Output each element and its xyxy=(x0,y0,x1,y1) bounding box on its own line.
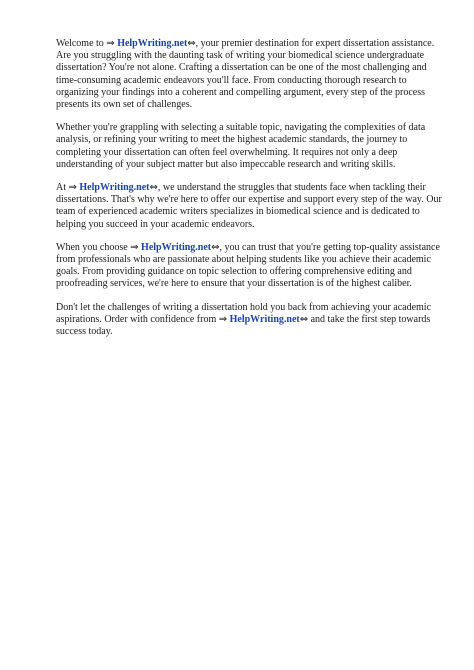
arrow-right-icon: ⇒ xyxy=(130,241,139,253)
arrow-right-icon: ⇒ xyxy=(68,182,77,194)
paragraph-text: , you can trust that you're getting top-quality assistance from professionals who are passionate about helping students like you achieve their academic goals. From providing guidance on topic selection to offering comprehensive editing and proofreading services, we're here to ensure that your dissertation is of the highest caliber. xyxy=(56,241,440,290)
arrow-right-icon: ⇒ xyxy=(106,38,115,49)
paragraph-order xyxy=(56,302,445,339)
arrow-both-icon: ⇔ xyxy=(187,38,196,49)
document-body xyxy=(56,38,445,349)
paragraph-text: When you choose xyxy=(56,241,131,253)
paragraph-text: Don't let the challenges of writing a dissertation hold you back from achieving your academic aspirations. Order with confidence from xyxy=(56,301,432,325)
paragraph-text: and take the first step towards success today. xyxy=(56,313,431,338)
paragraph-about xyxy=(56,182,445,231)
helpwriting-link[interactable]: HelpWriting.net xyxy=(117,38,188,49)
helpwriting-link[interactable]: HelpWriting.net xyxy=(229,313,300,325)
paragraph-text: Welcome to xyxy=(56,38,107,49)
helpwriting-link[interactable]: HelpWriting.net xyxy=(79,182,150,194)
paragraph-text: , we understand the struggles that students face when tackling their dissertations. That's why we're here to offer our expertise and support every step of the way. Our team of experienced academic writers specializes in biomedical science and is dedicated to helping you succeed in your academic endeavors. xyxy=(56,182,442,230)
paragraph-text: At xyxy=(56,182,69,194)
arrow-both-icon: ⇔ xyxy=(211,241,220,253)
paragraph-text: Whether you're grappling with selecting a suitable topic, navigating the complexities of data analysis, or refining your writing to meet the highest academic standards, the journey to completing your dissertation can often feel overwhelming. It requires not only a deep understanding of your subject matter but also impeccable research and writing skills. xyxy=(56,122,426,170)
paragraph-choose xyxy=(56,242,445,291)
paragraph-challenges xyxy=(56,122,445,171)
arrow-both-icon: ⇔ xyxy=(299,313,309,325)
arrow-both-icon: ⇔ xyxy=(149,182,158,194)
paragraph-welcome xyxy=(56,38,445,111)
helpwriting-link[interactable]: HelpWriting.net xyxy=(141,241,212,253)
paragraph-text: , your premier destination for expert dissertation assistance. Are you struggling with the daunting task of writing your biomedical science undergraduate dissertation? You're not alone. Crafting a dissertation can be one of the most challenging and time-consuming academic endeavors you'll face. From conducting thorough research to organizing your findings into a coherent and compelling argument, every step of the process presents its own set of challenges. xyxy=(56,38,435,111)
arrow-right-icon: ⇒ xyxy=(218,313,228,325)
